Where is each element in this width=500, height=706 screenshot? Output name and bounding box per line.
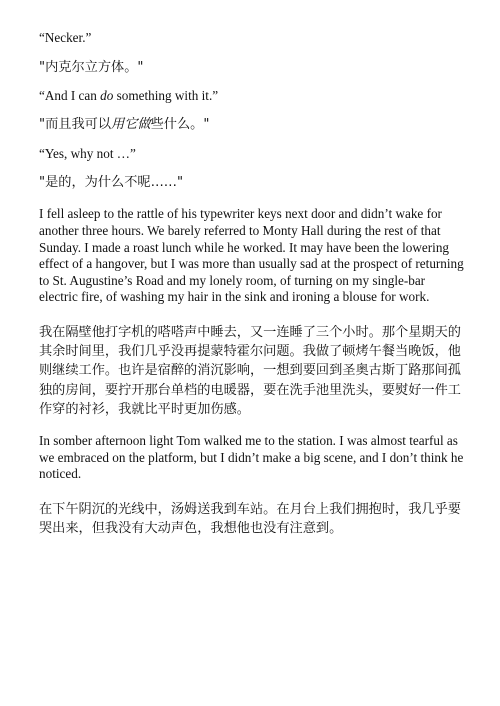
dialogue-line-chinese <box>39 115 464 134</box>
dialogue-line-chinese: "是的，为什么不呢……" <box>39 175 184 191</box>
dialogue-line-chinese: "内克尔立方体。" <box>39 59 144 75</box>
dialogue-line-english: “Necker.” <box>39 30 92 45</box>
paragraph-chinese: 我在隔壁他打字机的嗒嗒声中睡去，又一连睡了三个小时。那个星期天的其余时间里，我们几乎没再提蒙特霍尔问题。我做了顿烤午餐当晚饭，他则继续工作。也许是宿醉的消沉影响，一想到要回到圣奥古斯丁路那间孤独的房间，要拧开那台单档的电暖器，要在洗手池里洗头，要熨好一件工作穿的衬衫，我就比平时更加伤感。 <box>39 324 461 417</box>
document-page <box>39 30 464 538</box>
emphasis-text: do <box>100 87 114 103</box>
paragraph-chinese: 在下午阴沉的光线中，汤姆送我到车站。在月台上我们拥抱时，我几乎要哭出来，但我没有大动声色，我想他也没有注意到。 <box>39 501 461 536</box>
dialogue-line-english <box>39 88 464 105</box>
text-run: "而且我可以 <box>39 117 112 133</box>
paragraph-english: I fell asleep to the rattle of his typewriter keys next door and didn’t wake for another three hours. We barely referred to Monty Hall during the rest of that Sunday. I made a roast lunch while he worked. It may have been the lowering effect of a hangover, but I was more than usually sad at the prospect of returning to St. Augustine’s Road and my lonely room, of turning on my single-bar electric fire, of washing my hair in the sink and ironing a blouse for work. <box>39 206 464 305</box>
text-run: something with it.” <box>113 87 219 103</box>
dialogue-line-english: “Yes, why not …” <box>39 145 136 161</box>
paragraph-english: In somber afternoon light Tom walked me to the station. I was almost tearful as we embraced on the platform, but I didn’t make a big scene, and I don’t think he noticed. <box>39 432 464 482</box>
text-run: 些什么。" <box>150 117 210 133</box>
text-run: “And I can <box>39 87 101 103</box>
emphasis-text: 用它做 <box>111 117 151 133</box>
